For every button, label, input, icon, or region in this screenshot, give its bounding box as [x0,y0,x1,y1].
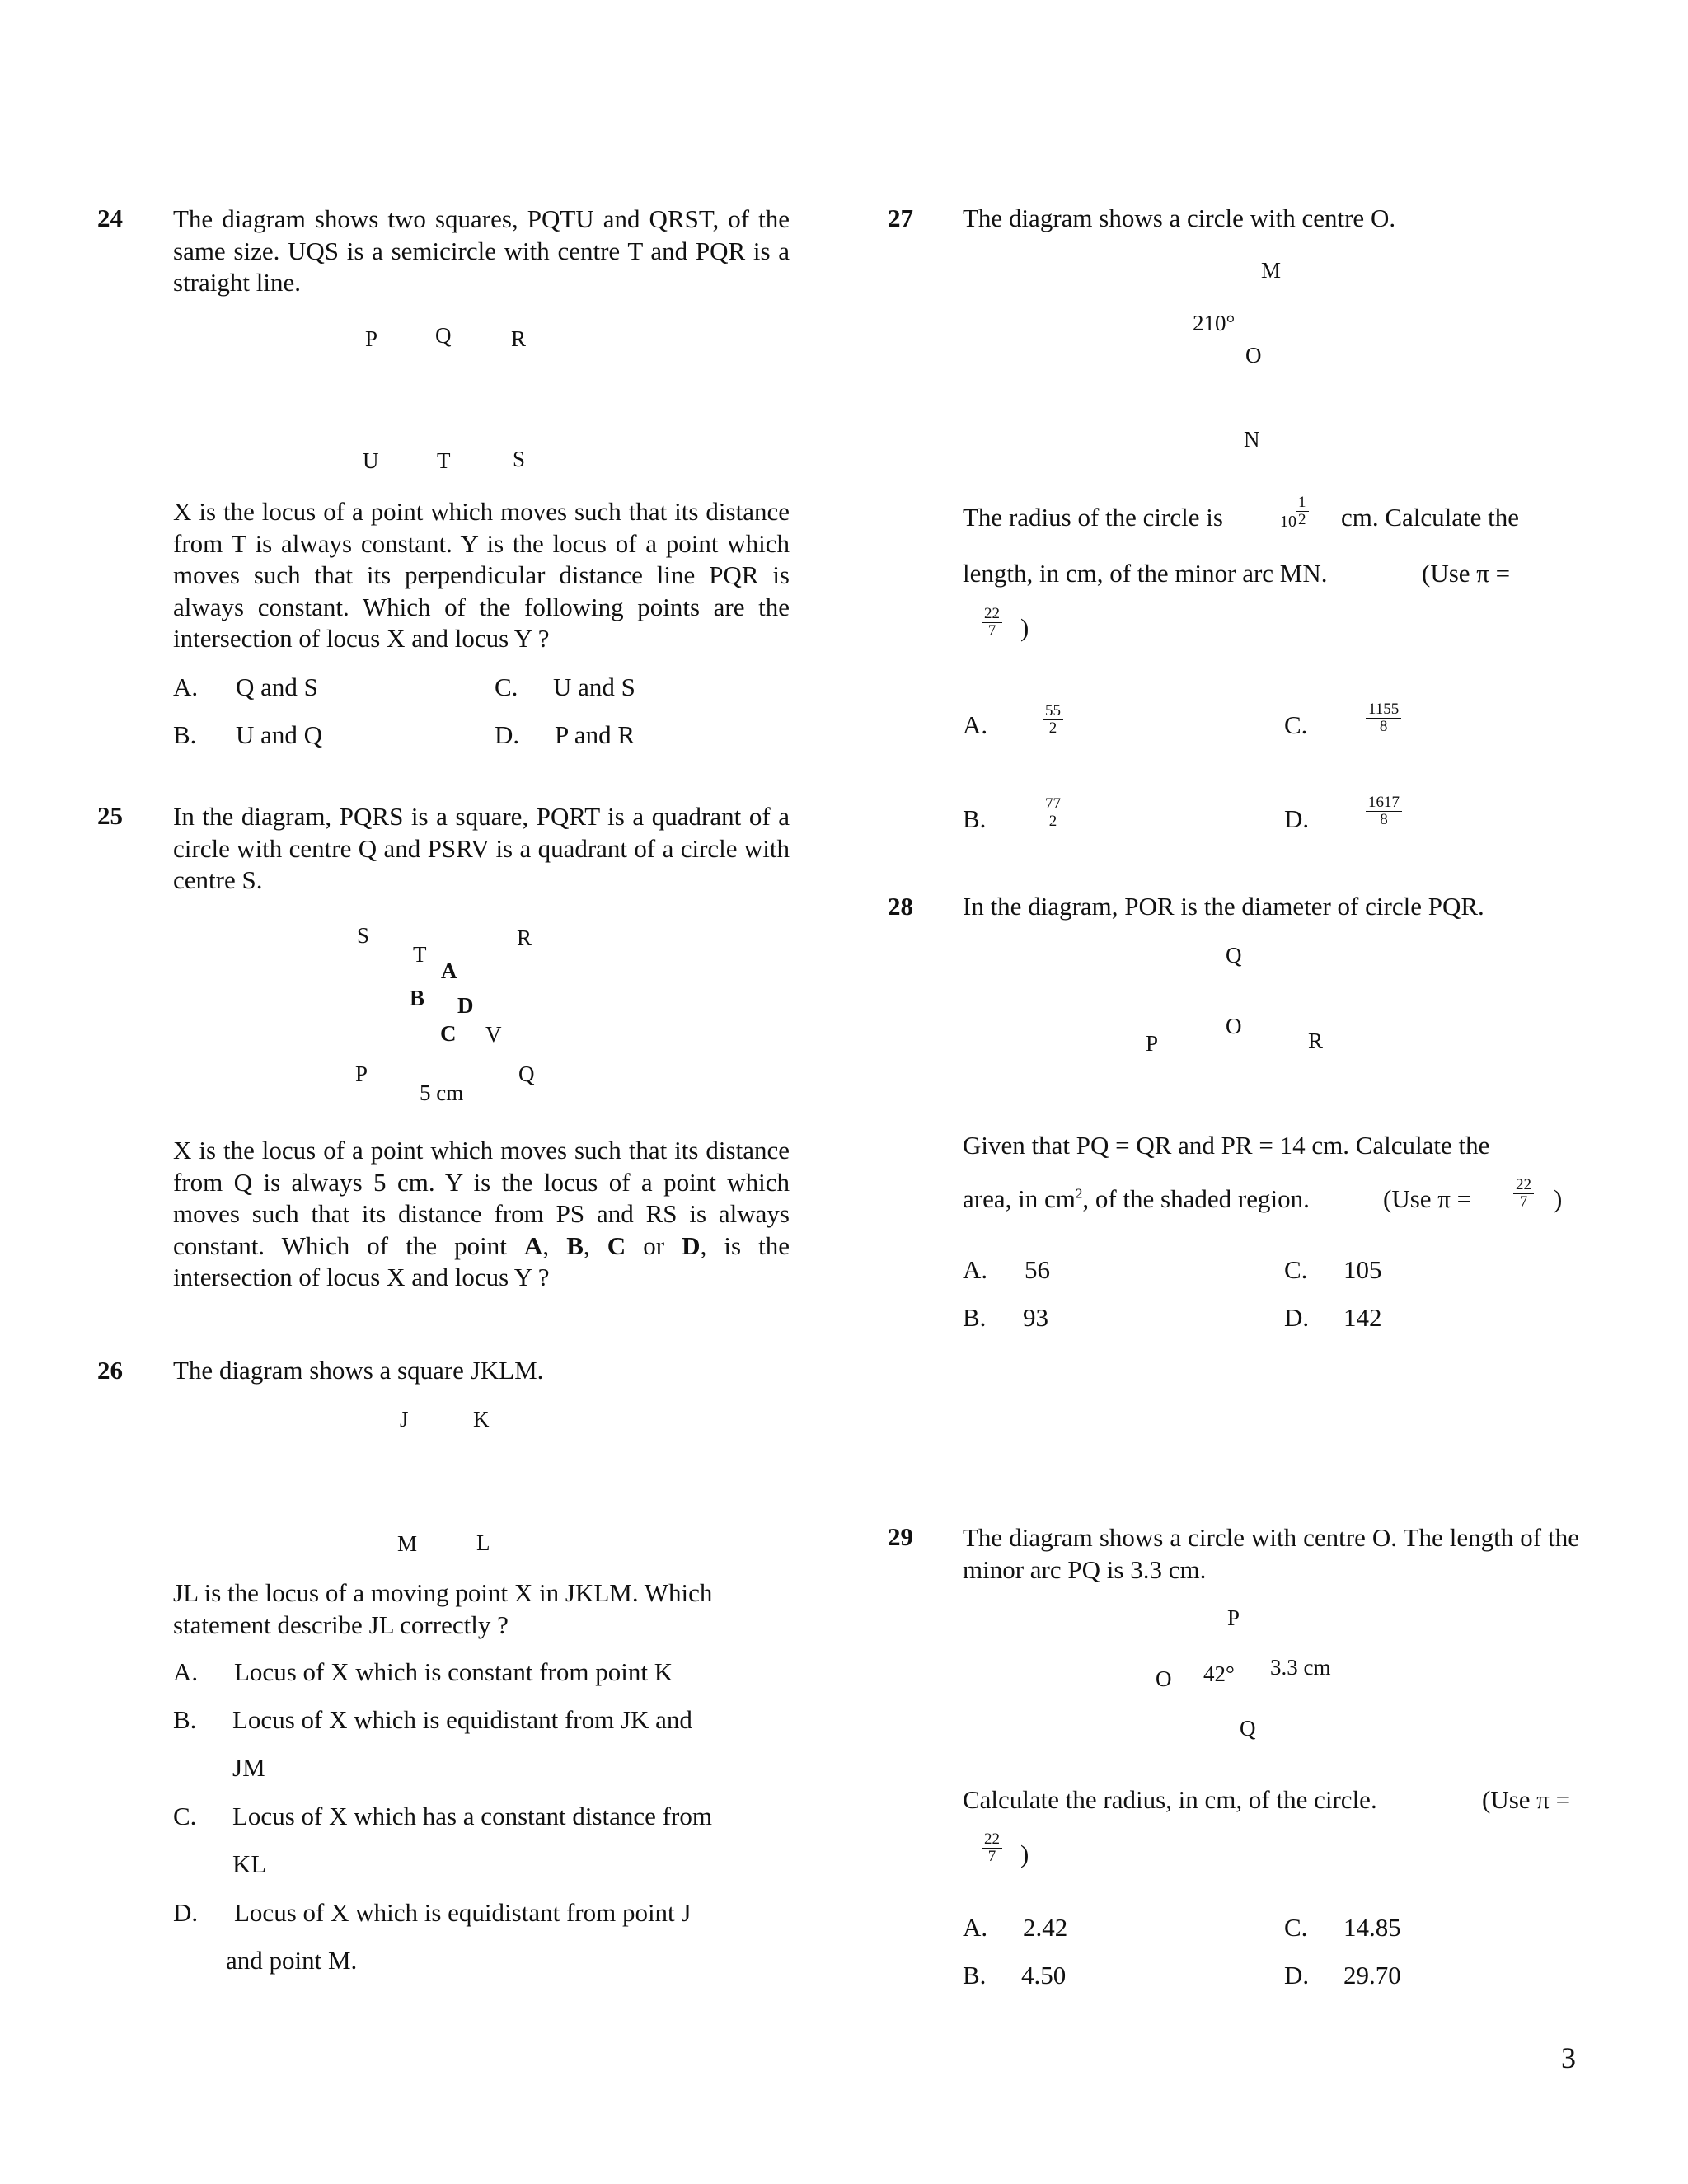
label-M: M [1261,258,1282,283]
question-number: 24 [97,204,123,232]
label-O: O [1226,1014,1242,1038]
label-O: O [1245,343,1262,368]
option-a-letter: A. [963,1913,988,1942]
option-c-letter: C. [1284,1255,1308,1284]
label-K: K [473,1407,490,1432]
option-c-letter: C. [495,673,518,701]
label-L: L [476,1530,490,1555]
option-d-text: 142 [1343,1303,1382,1332]
option-b-letter: B. [173,1705,197,1734]
label-U: U [363,448,379,473]
option-d-letter: D. [495,720,520,749]
radius-fraction: $\frac{1}{2}$ [1296,494,1309,528]
label-T: T [437,448,451,473]
label-N: N [1244,427,1260,452]
label-J: J [400,1407,409,1432]
radius-suffix: cm. Calculate the [1341,503,1520,532]
page-number: 3 [1561,2041,1576,2074]
question-stem: The diagram shows a square JKLM. [173,1356,544,1385]
option-d-fraction: $\frac{1617}{8}$ [1366,794,1402,828]
question-number: 26 [97,1356,123,1385]
point-D: D [457,993,474,1018]
option-a-letter: A. [963,1255,988,1284]
use-pi: (Use π = [1422,559,1511,588]
label-P: P [365,326,378,351]
option-d-text: 29.70 [1343,1961,1401,1990]
option-a-letter: A. [963,710,988,739]
label-arc-length: 3.3 cm [1270,1655,1331,1680]
label-R: R [511,326,527,351]
option-a-letter: A. [173,673,199,701]
label-Q: Q [518,1062,535,1086]
option-a-fraction: $\frac{55}{2}$ [1043,703,1063,737]
question-stem: In the diagram, PQRS is a square, PQRT is a quadrant of a circle with centre Q and PSRV is a quadrant of a circle with centre S. [173,802,790,894]
option-c-text: 14.85 [1343,1913,1401,1942]
option-b-letter: B. [963,1961,987,1990]
use-pi: (Use π = [1383,1184,1472,1213]
label-P: P [1146,1031,1159,1056]
option-b-text: 4.50 [1021,1961,1067,1990]
label-S: S [357,923,370,948]
point-A: A [441,958,457,983]
option-c-text: 105 [1343,1255,1382,1284]
option-a-letter: A. [173,1657,199,1686]
option-b-letter: B. [963,804,987,833]
option-d-letter: D. [1284,1961,1310,1990]
question-number: 29 [888,1522,913,1551]
option-d-letter: D. [1284,1303,1310,1332]
option-c-letter: C. [1284,710,1308,739]
option-a-text: 56 [1025,1255,1050,1284]
point-B: B [410,986,425,1010]
option-c-fraction: $\frac{1155}{8}$ [1366,701,1401,735]
option-d-text: P and R [555,720,635,749]
pi-fraction: $\frac{22}{7}$ [982,1831,1002,1865]
label-M: M [397,1531,418,1556]
option-c-text-1: Locus of X which has a constant distance from [232,1802,712,1830]
option-b-text: U and Q [236,720,323,749]
given-text: Given that PQ = QR and PR = 14 cm. Calculate the [963,1131,1490,1160]
close-paren: ) [1020,1840,1029,1868]
radius-whole: 10 [1280,513,1296,531]
label-R: R [517,926,532,950]
option-d-text-1: Locus of X which is equidistant from point J [234,1898,692,1927]
option-c-letter: C. [1284,1913,1308,1942]
question-number: 27 [888,204,913,232]
pi-fraction: $\frac{22}{7}$ [1513,1177,1534,1211]
question-body: X is the locus of a point which moves such that its distance from Q is always 5 cm. Y is the locus of a point which moves such that its distance from PS and RS is always constant. Which of the point A, B, C or D, is the intersection of locus X and locus Y ? [173,1136,790,1291]
question-number: 25 [97,801,123,830]
option-d-letter: D. [1284,804,1310,833]
label-Q: Q [1240,1716,1256,1741]
option-b-text: 93 [1023,1303,1048,1332]
option-c-text: U and S [553,673,635,701]
option-b-letter: B. [963,1303,987,1332]
option-c-text-2: KL [232,1849,267,1878]
option-a-text: Locus of X which is constant from point K [234,1657,673,1686]
question-body: JL is the locus of a moving point X in JKLM. Which statement describe JL correctly ? [173,1578,713,1639]
label-Q: Q [435,323,452,348]
option-a-text: 2.42 [1023,1913,1068,1942]
label-angle-210: 210° [1193,311,1236,335]
label-angle-42: 42° [1203,1661,1235,1686]
option-b-text-2: JM [232,1753,265,1782]
label-V: V [485,1022,502,1047]
label-Q: Q [1226,943,1242,968]
question-stem: The diagram shows two squares, PQTU and QRST, of the same size. UQS is a semicircle with centre T and PQR is a straight line. [173,204,790,297]
label-S: S [513,447,526,471]
dimension-5cm: 5 cm [420,1080,464,1105]
radius-prefix: The radius of the circle is [963,503,1223,532]
label-P: P [1227,1605,1240,1630]
pi-fraction: $\frac{22}{7}$ [982,606,1002,640]
option-b-letter: B. [173,720,197,749]
option-b-text-1: Locus of X which is equidistant from JK and [232,1705,692,1734]
option-a-text: Q and S [236,673,318,701]
question-stem: In the diagram, POR is the diameter of circle PQR. [963,892,1484,921]
option-c-letter: C. [173,1802,197,1830]
option-d-letter: D. [173,1898,199,1927]
label-O: O [1156,1666,1172,1691]
line-2: length, in cm, of the minor arc MN. [963,559,1328,588]
question-number: 28 [888,892,913,921]
option-b-fraction: $\frac{77}{2}$ [1043,796,1063,830]
question-body: X is the locus of a point which moves such that its distance from T is always constant. Y is the locus of a point which moves such that its perpendicular distance line PQR is always constant. Which of the following points are the intersection of locus X and locus Y ? [173,497,790,653]
close-paren: ) [1020,613,1029,642]
option-d-text-2: and point M. [226,1946,358,1975]
point-C: C [440,1021,457,1046]
label-R: R [1308,1029,1324,1053]
calc-text: Calculate the radius, in cm, of the circle. [963,1785,1377,1814]
label-P: P [355,1062,368,1086]
label-T: T [413,942,427,967]
question-stem: The diagram shows a circle with centre O. [963,204,1396,232]
use-pi: (Use π = [1482,1785,1571,1814]
close-paren: ) [1554,1184,1563,1213]
area-text: area, in $cm^2$, of the shaded region. [963,1184,1310,1213]
question-stem: The diagram shows a circle with centre O. The length of the minor arc PQ is 3.3 cm. [963,1523,1579,1584]
